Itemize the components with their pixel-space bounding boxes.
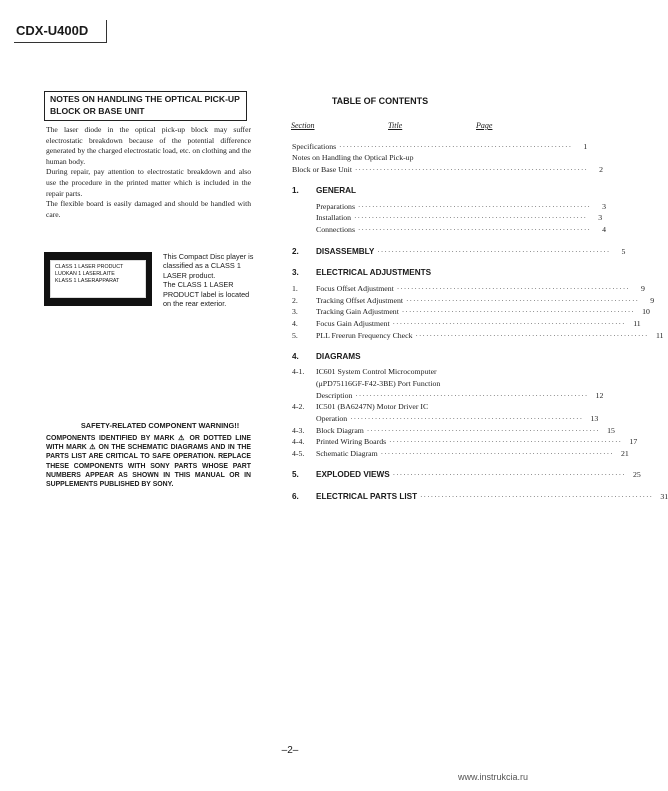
notes-heading-line1: NOTES ON HANDLING THE OPTICAL PICK-UP: [50, 94, 240, 104]
toc-section-general[interactable]: [292, 186, 356, 196]
toc-section-number: 4.: [292, 352, 299, 361]
notes-paragraph: During repair, pay attention to electrostatic breakdown and also use the procedure in the printed matter which is included in the repair parts.: [46, 167, 251, 198]
toc-section-number: 5.: [292, 470, 299, 479]
toc-entry-text: Notes on Handling the Optical Pick-up: [292, 153, 414, 162]
toc-entry-number: 4-1.: [292, 367, 305, 376]
toc-entry-number: 4-3.: [292, 426, 305, 435]
toc-entry[interactable]: Preparations ·································································· 3: [316, 202, 607, 211]
toc-section-number: 1.: [292, 186, 299, 195]
toc-column-section: Section: [291, 121, 315, 130]
laser-label-line: KLASS 1 LASERAPPARAT: [55, 278, 120, 284]
toc-entry-page: 31: [660, 492, 668, 501]
toc-entry[interactable]: Block or Base Unit ·································································· 2: [292, 165, 604, 174]
toc-entry-text: Operation: [316, 414, 348, 423]
toc-entry-number: 1.: [292, 284, 298, 293]
watermark: www.instrukcia.ru: [458, 772, 529, 782]
toc-column-page: Page: [476, 121, 493, 130]
safety-warning-text: COMPONENTS IDENTIFIED BY MARK ⚠ OR DOTTED LINE WITH MARK ⚠ ON THE SCHEMATIC DIAGRAMS AND IN THE PARTS LIST ARE CRITICAL TO SAFE OPERATION. REPLACE THESE COMPONENTS WITH SONY PARTS WHOSE PART NUMBERS APPEAR AS SHOWN IN THIS MANUAL OR IN SUPPLEMENTS PUBLISHED BY SONY.: [46, 435, 251, 489]
laser-label-line: LUOKAN 1 LASERLAITE: [55, 271, 115, 277]
toc-entry[interactable]: 1. Focus Offset Adjustment ·································································· 9: [292, 284, 645, 293]
toc-entry-page: 5: [621, 247, 626, 256]
toc-entry[interactable]: Operation ·································································· 13: [316, 414, 599, 423]
toc-entry-text: Tracking Offset Adjustment: [316, 296, 404, 305]
toc-entry-page: 25: [632, 470, 641, 479]
toc-section-disassembly[interactable]: 2. DISASSEMBLY ·································································· 5: [292, 247, 626, 256]
toc-entry-text: Focus Gain Adjustment: [316, 319, 390, 328]
notes-heading-box: [44, 91, 247, 121]
toc-entry-page: 10: [642, 307, 650, 316]
toc-entry-text: Block Diagram: [316, 426, 364, 435]
toc-entry-page: 9: [640, 284, 645, 293]
toc-section-number: 6.: [292, 492, 299, 501]
toc-entry-page: 21: [620, 449, 629, 458]
toc-entry-text: Schematic Diagram: [316, 449, 378, 458]
toc-entry-number: 4-5.: [292, 449, 305, 458]
toc-section-diagrams[interactable]: [292, 352, 361, 362]
toc-entry-number: 4-4.: [292, 437, 305, 446]
toc-entry-number: 4-2.: [292, 402, 305, 411]
notes-paragraph: The flexible board is easily damaged and should be handled with care.: [46, 199, 251, 219]
toc-entry-page: 11: [656, 331, 664, 340]
toc-entry-text: Connections: [316, 225, 355, 234]
toc-entry[interactable]: 4. Focus Gain Adjustment ·································································· 11: [292, 319, 641, 328]
toc-entry-page: 11: [633, 319, 641, 328]
toc-title: TABLE OF CONTENTS: [331, 96, 429, 106]
toc-section-title: DIAGRAMS: [316, 352, 361, 361]
toc-entry-text: Description: [316, 391, 353, 400]
toc-entry-page: 15: [607, 426, 615, 435]
laser-desc-line: classified as a CLASS 1: [163, 261, 241, 271]
toc-entry[interactable]: 3. Tracking Gain Adjustment ·································································· 10: [292, 307, 650, 316]
toc-entry[interactable]: 4-3. Block Diagram ·································································· 15: [292, 426, 615, 435]
notes-heading-line2: BLOCK OR BASE UNIT: [50, 105, 145, 116]
toc-entry-number: 2.: [292, 296, 298, 305]
toc-entry-text: (μPD75116GF-F42-3BE) Port Function: [316, 379, 441, 388]
toc-column-title: Title: [388, 121, 403, 130]
model-header: CDX-U400D: [14, 20, 107, 43]
toc-entry[interactable]: 2. Tracking Offset Adjustment ·································································· 9: [292, 296, 655, 305]
toc-entry-page: 3: [598, 213, 603, 222]
toc-entry-text: IC601 System Control Microcomputer: [316, 367, 437, 376]
toc-section-electrical-adjustments[interactable]: [292, 268, 431, 278]
laser-label-line: CLASS 1 LASER PRODUCT: [55, 264, 124, 270]
toc-entry-text: IC501 (BA6247N) Motor Driver IC: [316, 402, 429, 411]
toc-entry[interactable]: Installation ·································································· 3: [316, 213, 603, 222]
toc-entry-number: 3.: [292, 307, 298, 316]
toc-entry-text: Printed Wiring Boards: [316, 437, 387, 446]
laser-desc-line: This Compact Disc player is: [163, 252, 254, 261]
toc-entry[interactable]: Specifications ·································································· 1: [292, 142, 588, 151]
laser-desc-line: LASER product.: [163, 270, 216, 280]
toc-section-title: GENERAL: [316, 186, 357, 195]
toc-entry[interactable]: 4-4. Printed Wiring Boards ·································································· 17: [292, 437, 638, 446]
toc-entry-page: 17: [629, 437, 638, 446]
toc-entry-text: Focus Offset Adjustment: [316, 284, 394, 293]
toc-entry-page: 3: [602, 202, 607, 211]
toc-entry[interactable]: 5. PLL Freerun Frequency Check ·································································· 11: [292, 331, 664, 340]
toc-entry-number: 5.: [292, 331, 298, 340]
laser-desc-line: PRODUCT label is located: [163, 289, 250, 299]
toc-entry-text: Installation: [316, 213, 352, 222]
laser-product-label: [44, 252, 152, 306]
page-number: –2–: [281, 745, 299, 756]
toc-section-title: DISASSEMBLY: [316, 247, 375, 256]
toc-entry-text: Specifications: [292, 142, 337, 151]
toc-entry-number: 4.: [292, 319, 298, 328]
toc-section-number: 2.: [292, 247, 299, 256]
toc-entry-page: 9: [650, 296, 655, 305]
toc-entry-text: Block or Base Unit: [292, 165, 352, 174]
toc-section-title: EXPLODED VIEWS: [316, 470, 390, 479]
toc-entry-page: 4: [602, 225, 607, 234]
laser-desc-line: on the rear exterior.: [163, 299, 227, 309]
toc-entry-page: 12: [595, 391, 604, 400]
notes-paragraph: The laser diode in the optical pick-up block may suffer electrostatic breakdown because of the potential difference generated by the charged electrostatic load, etc. on clothing and the human body.: [46, 125, 251, 166]
toc-section-title: ELECTRICAL ADJUSTMENTS: [316, 268, 432, 277]
toc-entry-page: 1: [583, 142, 588, 151]
toc-entry[interactable]: Description ·································································· 12: [316, 391, 604, 400]
notes-body: [46, 125, 251, 220]
toc-section-exploded-views[interactable]: 5. EXPLODED VIEWS ·································································· 25: [292, 470, 641, 479]
laser-desc-line: The CLASS 1 LASER: [163, 280, 234, 290]
toc-entry[interactable]: Connections ·································································· 4: [316, 225, 607, 234]
toc-section-title: ELECTRICAL PARTS LIST: [316, 492, 418, 501]
laser-description: [163, 252, 263, 308]
toc-entry[interactable]: 4-5. Schematic Diagram ·································································· 21: [292, 449, 629, 458]
toc-entry-text: PLL Freerun Frequency Check: [316, 331, 413, 340]
toc-section-number: 3.: [292, 268, 299, 277]
toc-section-electrical-parts-list[interactable]: 6. ELECTRICAL PARTS LIST ·································································· 31: [292, 492, 668, 501]
toc-entry-page: 2: [599, 165, 604, 174]
toc-entry-text: Preparations: [316, 202, 355, 211]
toc-entry-text: Tracking Gain Adjustment: [316, 307, 399, 316]
safety-warning-title: SAFETY-RELATED COMPONENT WARNING!!: [80, 421, 240, 430]
toc-entry-page: 13: [590, 414, 599, 423]
